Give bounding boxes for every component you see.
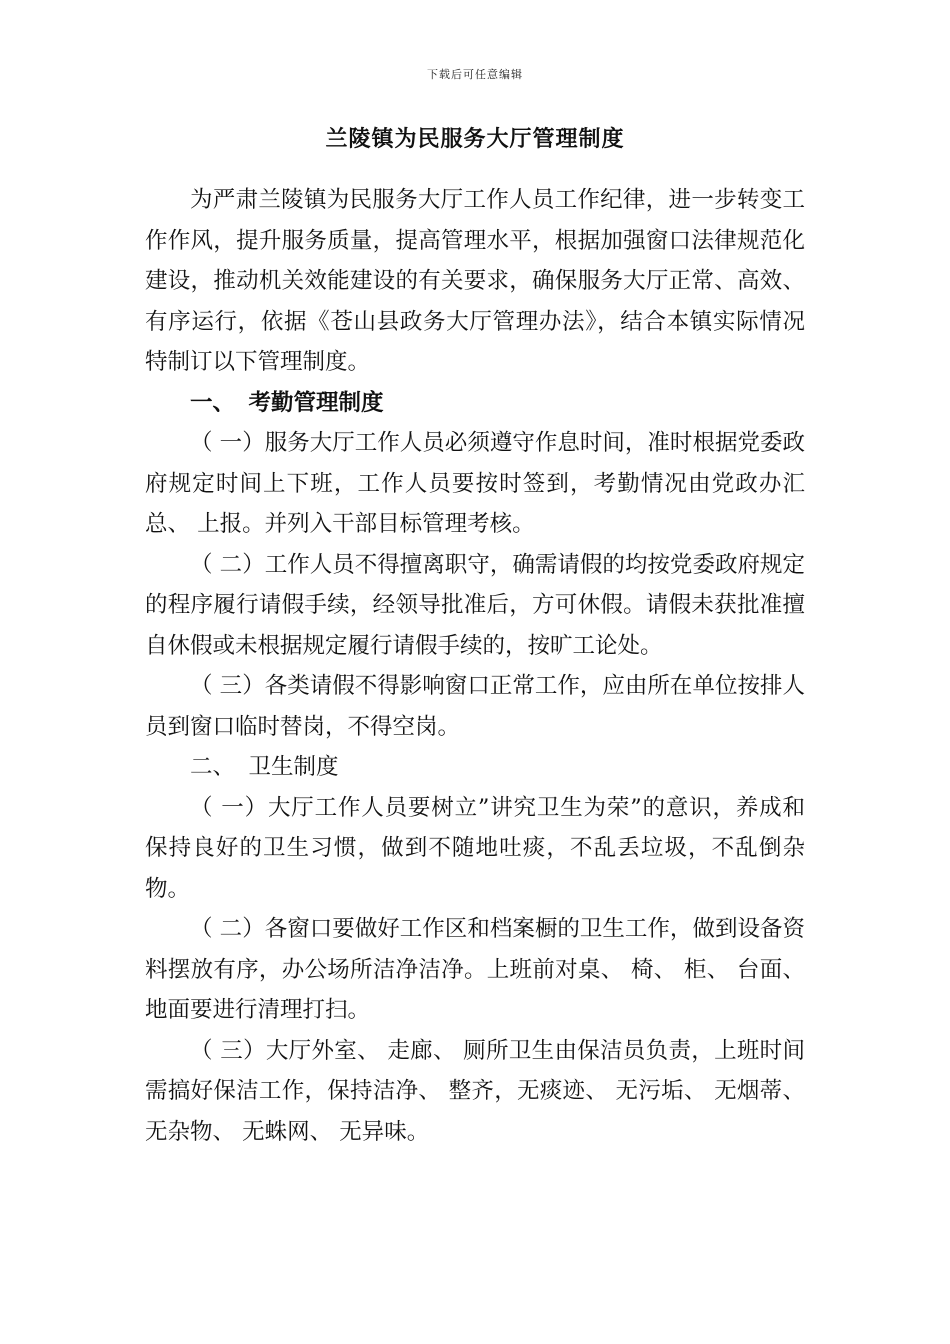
section-heading-hygiene <box>145 747 805 788</box>
attendance-item-2: （ 二）工作人员不得擅离职守，确需请假的均按党委政府规定的程序履行请假手续，经领导批准后，方可休假。请假未获批准擅自休假或未根据规定履行请假手续的，按旷工论处。 <box>145 551 805 659</box>
hygiene-item-1: （ 一）大厅工作人员要树立”讲究卫生为荣”的意识，养成和保持良好的卫生习惯，做到不随地吐痰，不乱丢垃圾，不乱倒杂物。 <box>145 794 805 902</box>
hygiene-item-2: （ 二）各窗口要做好工作区和档案橱的卫生工作，做到设备资料摆放有序，办公场所洁净洁净。上班前对桌、 椅、 柜、 台面、 地面要进行清理打扫。 <box>145 916 805 1023</box>
document-title: 兰陵镇为民服务大厅管理制度 <box>325 127 625 152</box>
header-note: 下载后可任意编辑 <box>427 68 523 81</box>
document-body <box>145 180 805 1152</box>
attendance-item-3: （ 三）各类请假不得影响窗口正常工作，应由所在单位按排人员到窗口临时替岗，不得空岗。 <box>145 673 805 740</box>
section-title: 卫生制度 <box>248 754 339 780</box>
section-title: 考勤管理制度 <box>248 389 384 416</box>
section-heading-attendance <box>145 383 805 424</box>
section-number: 二、 <box>190 754 236 780</box>
intro-paragraph: 为严肃兰陵镇为民服务大厅工作人员工作纪律，进一步转变工作作风，提升服务质量，提高管理水平，根据加强窗口法律规范化建设，推动机关效能建设的有关要求，确保服务大厅正常、高效、 有序运行，依据《苍山县政务大厅管理办法》，结合本镇实际情况特制订以下管理制度。 <box>145 187 805 375</box>
hygiene-item-3: （ 三）大厅外室、 走廊、 厕所卫生由保洁员负责，上班时间需搞好保洁工作，保持洁净、 整齐，无痰迹、 无污垢、 无烟蒂、 无杂物、 无蛛网、 无异味。 <box>145 1037 805 1145</box>
attendance-item-1: （ 一）服务大厅工作人员必须遵守作息时间，准时根据党委政府规定时间上下班，工作人员要按时签到，考勤情况由党政办汇总、 上报。并列入干部目标管理考核。 <box>145 430 805 537</box>
section-number: 一、 <box>190 389 236 416</box>
